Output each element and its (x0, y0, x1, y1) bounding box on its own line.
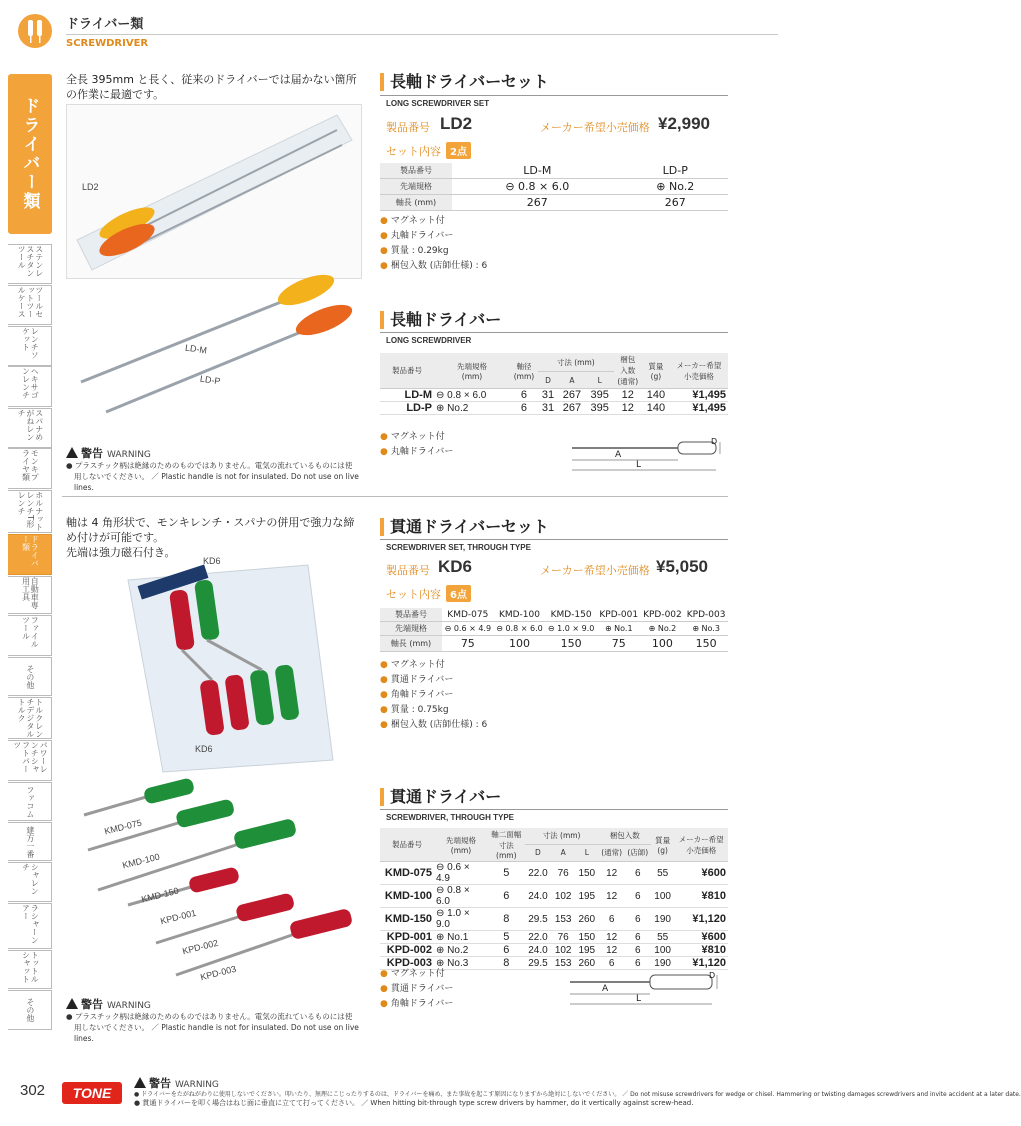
cell-mass: 190 (651, 957, 675, 970)
col-header-d: D (525, 844, 552, 861)
set-count-badge: 2点 (446, 142, 471, 159)
col-header-a: A (558, 372, 586, 389)
table-cell: ⊕ No.2 (623, 179, 728, 195)
sidebar-tab[interactable]: 自動車専用工具 (8, 576, 52, 614)
feature-text: マグネット付 (390, 216, 445, 226)
cell-mass: 55 (651, 862, 675, 885)
footer-warning-text (134, 1090, 1021, 1108)
dim-label-d: D (709, 971, 716, 980)
cell-price: ¥600 (674, 931, 728, 944)
through-drivers-photo (66, 775, 362, 985)
table-col-header: KMD-150 (545, 608, 597, 622)
cell-pb: 6 (625, 862, 651, 885)
feature-item: ● 梱包入数 (店師仕様) : 6 (380, 720, 488, 730)
table-col-header: LD-P (623, 163, 728, 179)
cell-pa: 12 (599, 862, 625, 885)
kd6-contents-table (380, 608, 728, 652)
cell-l: 395 (586, 389, 614, 402)
cell-mass: 100 (651, 885, 675, 908)
dim-label-a: A (615, 450, 622, 460)
product-number-kd6: KD6 (438, 557, 473, 576)
warning-icon (66, 447, 78, 458)
cell-a: 153 (551, 908, 575, 931)
feature-text: 丸軸ドライバー (390, 231, 454, 241)
sidebar-tab[interactable]: ドライバー類 (8, 534, 52, 575)
cell-code: KMD-075 (380, 862, 434, 885)
cell-pack: 12 (614, 389, 642, 402)
kd6-package-photo (118, 560, 338, 772)
feature-text: 丸軸ドライバー (390, 447, 454, 457)
sidebar-tab[interactable]: 建方一番 (8, 822, 52, 861)
table-row (380, 862, 728, 885)
footer-warning-line: ● 貫通ドライバーを叩く場合はねじ面に垂直に立てて打ってください。 ／ When hitting bit-through type screw drivers by hammer, do it vertically against screw-head. (134, 1099, 694, 1107)
cell-pa: 12 (599, 885, 625, 908)
table-cell: 267 (623, 195, 728, 211)
cell-tip: ⊕ No.2 (434, 944, 488, 957)
section-subtitle-through: SCREWDRIVER, THROUGH TYPE (386, 813, 515, 822)
table-row (380, 944, 728, 957)
table-cell: ⊕ No.2 (641, 622, 685, 636)
price-ld2: ¥2,990 (658, 114, 710, 133)
cell-a: 102 (551, 885, 575, 908)
cell-mass: 55 (651, 931, 675, 944)
cell-tip: ⊖ 0.8 × 6.0 (434, 389, 510, 402)
photo-label-kd6: KD6 (195, 744, 213, 754)
col-header-l: L (575, 844, 599, 861)
col-header-tip: 先端規格 (mm) (434, 828, 488, 862)
feature-item: ● 質量 : 0.75kg (380, 705, 449, 715)
sidebar-tab[interactable]: レンチソケット (8, 326, 52, 366)
col-header-pack-normal: (通常) (599, 844, 625, 861)
ld2-package-photo (66, 104, 362, 279)
table-cell: 75 (442, 636, 494, 652)
sidebar-tab[interactable]: スパナめがねレンチ (8, 408, 52, 448)
photo-label-kpd-002: KPD-002 (181, 937, 220, 957)
cell-tip: ⊕ No.1 (434, 931, 488, 944)
ld2-contents-table (380, 163, 728, 211)
sidebar-tab[interactable]: トットルシャット (8, 950, 52, 989)
cell-price: ¥810 (674, 944, 728, 957)
section-title-ld2: 長軸ドライバーセット (380, 73, 549, 91)
table-row (380, 402, 728, 415)
section-rule (380, 332, 728, 333)
cell-pb: 6 (625, 885, 651, 908)
cell-code: LD-M (380, 389, 434, 402)
cell-l: 260 (575, 957, 599, 970)
dim-label-a: A (602, 984, 609, 994)
dim-label-l: L (636, 460, 642, 470)
cell-shaft: 8 (488, 957, 525, 970)
intro-line: 軸は 4 角形状で、モンキレンチ・スパナの併用で強力な締 (66, 516, 355, 529)
feature-item: ● 角軸ドライバー (380, 999, 454, 1009)
col-header-dims: 寸法 (mm) (525, 828, 599, 844)
price-label: メーカー希望小売価格 (540, 564, 650, 577)
col-header-mass: 質量 (g) (642, 353, 670, 389)
through-dimension-diagram (564, 970, 724, 1012)
feature-text: 梱包入数 (店師仕様) : 6 (390, 261, 488, 271)
product-number-label: 製品番号 (386, 121, 430, 134)
cell-d: 24.0 (525, 885, 552, 908)
feature-item: ● 梱包入数 (店師仕様) : 6 (380, 261, 488, 271)
cell-a: 153 (551, 957, 575, 970)
cell-l: 195 (575, 885, 599, 908)
cell-pa: 6 (599, 908, 625, 931)
intro-line: め付けが可能です。 (66, 531, 165, 544)
col-header-price: メーカー希望 小売価格 (674, 828, 728, 862)
feature-item: ● マグネット付 (380, 660, 445, 670)
col-header-mass: 質量 (g) (651, 828, 675, 862)
feature-text: 梱包入数 (店師仕様) : 6 (390, 720, 488, 730)
page-category-title: ドライバー類 (66, 17, 144, 32)
cell-d: 22.0 (525, 862, 552, 885)
sec3-intro (66, 515, 376, 560)
feature-text: 質量 : 0.75kg (390, 705, 449, 715)
ld-drivers-photo (66, 262, 362, 422)
dim-label-l: L (636, 994, 642, 1004)
table-row (380, 931, 728, 944)
footer-warning-line: ● ドライバーをたがねがわりに使用しないでください。叩いたり、無理にこじったりするのは、ドライバーを痛め、また事故を起こす原因になりますから絶対にしないでください。 ／ Do not misuse screwdrivers for wedge or chisel. Hammering or twisting damages screwdrivers and invite accident at a later date. (134, 1091, 1021, 1098)
col-header-a: A (551, 844, 575, 861)
cell-shaft: 6 (488, 885, 525, 908)
cell-shaft: 6 (510, 402, 538, 415)
col-header-l: L (586, 372, 614, 389)
cell-mass: 190 (651, 908, 675, 931)
through-spec-table (380, 828, 728, 970)
sidebar-tab[interactable]: ファコム (8, 782, 52, 821)
feature-text: 角軸ドライバー (390, 999, 454, 1009)
section-subtitle-ld2: LONG SCREWDRIVER SET (386, 99, 490, 108)
photo-label-ld-p: LD-P (199, 373, 222, 387)
feature-text: マグネット付 (390, 432, 445, 442)
table-row (380, 389, 728, 402)
price-kd6: ¥5,050 (656, 557, 708, 576)
cell-shaft: 5 (488, 862, 525, 885)
cell-price: ¥1,120 (674, 908, 728, 931)
section-title-through: 貫通ドライバー (380, 788, 501, 806)
cell-price: ¥1,120 (674, 957, 728, 970)
cell-pa: 12 (599, 944, 625, 957)
feature-item: ● マグネット付 (380, 969, 445, 979)
cell-mass: 100 (651, 944, 675, 957)
table-row-header: 先端規格 (380, 179, 452, 195)
section-title-kd6: 貫通ドライバーセット (380, 518, 549, 536)
section-divider (62, 496, 728, 497)
section-subtitle-ld: LONG SCREWDRIVER (386, 336, 472, 345)
intro-line: 全長 395mm と長く、従来のドライバーでは届かない箇所 (66, 73, 357, 86)
cell-shaft: 6 (488, 944, 525, 957)
cell-pb: 6 (625, 944, 651, 957)
cell-code: LD-P (380, 402, 434, 415)
cell-pb: 6 (625, 957, 651, 970)
col-header-pack-shop: (店師) (625, 844, 651, 861)
photo-label-kd6-top: KD6 (203, 556, 221, 566)
ld-feature-list (380, 430, 453, 460)
table-row (380, 885, 728, 908)
col-header-shaft: 軸径 (mm) (510, 353, 538, 389)
table-row-header: 軸長 (mm) (380, 636, 442, 652)
screwdriver-category-icon (18, 14, 52, 48)
cell-mass: 140 (642, 402, 670, 415)
cell-d: 29.5 (525, 957, 552, 970)
product-number-label: 製品番号 (386, 564, 430, 577)
feature-item: ● 貫通ドライバー (380, 984, 454, 994)
ld-dimension-diagram (566, 436, 726, 476)
section-title-ld: 長軸ドライバー (380, 311, 501, 329)
photo-label-kmd-075: KMD-075 (103, 817, 143, 837)
sidebar-tab[interactable]: ツールセットツールケース (8, 285, 52, 325)
feature-item: ● 丸軸ドライバー (380, 231, 454, 241)
sec1-intro (66, 72, 376, 102)
table-header: 製品番号 (380, 608, 442, 622)
kd6-feature-list (380, 658, 487, 733)
sidebar-tab[interactable]: シャレンチ (8, 862, 52, 902)
cell-a: 76 (551, 931, 575, 944)
feature-item: ● マグネット付 (380, 432, 445, 442)
table-col-header: KMD-100 (494, 608, 546, 622)
col-header-tip: 先端規格 (mm) (434, 353, 510, 389)
through-feature-list (380, 967, 453, 1012)
feature-item: ● 質量 : 0.29kg (380, 246, 449, 256)
cell-shaft: 5 (488, 931, 525, 944)
ld-spec-table (380, 353, 728, 415)
feature-text: 角軸ドライバー (390, 690, 454, 700)
footer-warning-heading: 警告 WARNING (134, 1075, 219, 1091)
sidebar-tab[interactable]: トルクレンチデジタルトルク (8, 697, 52, 739)
cell-tip: ⊖ 0.8 × 6.0 (434, 885, 488, 908)
cell-tip: ⊕ No.3 (434, 957, 488, 970)
table-col-header: KMD-075 (442, 608, 494, 622)
table-cell: 100 (494, 636, 546, 652)
set-contents-label: セット内容 (386, 588, 441, 601)
table-cell: 150 (684, 636, 728, 652)
cell-tip: ⊖ 1.0 × 9.0 (434, 908, 488, 931)
cell-price: ¥1,495 (670, 402, 728, 415)
photo-label-kmd-150: KMD-150 (140, 885, 180, 905)
table-cell: ⊖ 0.6 × 4.9 (442, 622, 494, 636)
cell-shaft: 6 (510, 389, 538, 402)
sidebar-tab[interactable]: ステンレスチタンツール (8, 244, 52, 284)
cell-code: KMD-150 (380, 908, 434, 931)
table-row-header: 軸長 (mm) (380, 195, 452, 211)
sidebar-tab[interactable]: その他 (8, 990, 52, 1030)
cell-code: KPD-001 (380, 931, 434, 944)
feature-item: ● 角軸ドライバー (380, 690, 454, 700)
col-header-d: D (538, 372, 558, 389)
table-cell: 75 (597, 636, 641, 652)
cell-pa: 12 (599, 931, 625, 944)
cell-pack: 12 (614, 402, 642, 415)
col-header-price: メーカー希望 小売価格 (670, 353, 728, 389)
warning-heading: 警告 WARNING (66, 445, 151, 461)
sidebar-tab[interactable]: ホルナットレンチT形レンチ (8, 490, 52, 533)
cell-code: KPD-002 (380, 944, 434, 957)
col-header-pack: 梱包入数 (599, 828, 651, 844)
cell-tip: ⊖ 0.6 × 4.9 (434, 862, 488, 885)
feature-text: 貫通ドライバー (390, 675, 454, 685)
sidebar-tab[interactable]: ヘキサゴンレンチ (8, 366, 52, 407)
cell-l: 195 (575, 944, 599, 957)
cell-d: 31 (538, 402, 558, 415)
table-cell: ⊖ 0.8 × 6.0 (452, 179, 623, 195)
feature-item: ● マグネット付 (380, 216, 445, 226)
intro-line: 先端は強力磁石付き。 (66, 546, 176, 559)
table-cell: ⊕ No.1 (597, 622, 641, 636)
table-cell: ⊕ No.3 (684, 622, 728, 636)
product-number-ld2: LD2 (440, 114, 473, 133)
cell-a: 267 (558, 402, 586, 415)
cell-pb: 6 (625, 931, 651, 944)
cell-l: 150 (575, 862, 599, 885)
warning-icon (66, 998, 78, 1009)
sidebar-current-category: ドライバー類 (8, 74, 52, 234)
page-number: 302 (20, 1082, 46, 1099)
photo-label-kmd-100: KMD-100 (121, 851, 161, 871)
sidebar-tab[interactable]: ラシャーンアー (8, 903, 52, 949)
photo-label-kpd-001: KPD-001 (159, 907, 198, 927)
table-cell: 267 (452, 195, 623, 211)
col-header-pack: 梱包 入数 (通常) (614, 353, 642, 389)
cell-price: ¥600 (674, 862, 728, 885)
cell-d: 24.0 (525, 944, 552, 957)
cell-l: 395 (586, 402, 614, 415)
col-header-dims: 寸法 (mm) (538, 353, 614, 372)
table-col-header: LD-M (452, 163, 623, 179)
feature-item: ● 貫通ドライバー (380, 675, 454, 685)
table-col-header: KPD-003 (684, 608, 728, 622)
cell-l: 150 (575, 931, 599, 944)
table-cell: 150 (545, 636, 597, 652)
section-rule (380, 95, 728, 96)
cell-pa: 6 (599, 957, 625, 970)
table-cell: ⊖ 1.0 × 9.0 (545, 622, 597, 636)
cell-price: ¥1,495 (670, 389, 728, 402)
through-table-body (380, 862, 728, 970)
feature-text: 質量 : 0.29kg (390, 246, 449, 256)
cell-d: 31 (538, 389, 558, 402)
price-label: メーカー希望小売価格 (540, 121, 650, 134)
warning-text: ● プラスチック柄は絶縁のためのものではありません。電気の流れているものには使 用しないでください。 ／ Plastic handle is not for insulated. Do not use on live lines. (66, 461, 359, 492)
cell-d: 29.5 (525, 908, 552, 931)
cell-shaft: 8 (488, 908, 525, 931)
feature-text: マグネット付 (390, 969, 445, 979)
col-header-product-number: 製品番号 (380, 828, 434, 862)
cell-pb: 6 (625, 908, 651, 931)
sidebar-tab[interactable]: パワーレンチシャフトパーツ (8, 740, 52, 781)
ld2-feature-list (380, 214, 487, 274)
table-header: 製品番号 (380, 163, 452, 179)
cell-l: 260 (575, 908, 599, 931)
sidebar-tab[interactable]: ファイルツール (8, 615, 52, 656)
header-divider (66, 34, 778, 35)
photo-label-kpd-003: KPD-003 (199, 963, 238, 983)
feature-text: 貫通ドライバー (390, 984, 454, 994)
table-row (380, 908, 728, 931)
intro-line: の作業に最適です。 (66, 88, 165, 101)
cell-code: KPD-003 (380, 957, 434, 970)
cell-tip: ⊕ No.2 (434, 402, 510, 415)
col-header-product-number: 製品番号 (380, 353, 434, 389)
col-header-shaft: 軸二面幅 寸法 (mm) (488, 828, 525, 862)
feature-text: マグネット付 (390, 660, 445, 670)
table-col-header: KPD-002 (641, 608, 685, 622)
table-col-header: KPD-001 (597, 608, 641, 622)
set-contents-label: セット内容 (386, 145, 441, 158)
brand-logo: TONE (62, 1082, 122, 1104)
cell-mass: 140 (642, 389, 670, 402)
section-rule (380, 809, 728, 810)
section-subtitle-kd6: SCREWDRIVER SET, THROUGH TYPE (386, 543, 531, 552)
photo-label-ld2: LD2 (82, 182, 99, 192)
cell-code: KMD-100 (380, 885, 434, 908)
feature-item: ● 丸軸ドライバー (380, 447, 454, 457)
cell-a: 102 (551, 944, 575, 957)
photo-label-ld-m: LD-M (184, 342, 208, 356)
page-category-subtitle: SCREWDRIVER (66, 38, 149, 49)
warning-heading: 警告 WARNING (66, 996, 151, 1012)
warning-text: ● プラスチック柄は絶縁のためのものではありません。電気の流れているものには使 用しないでください。 ／ Plastic handle is not for insulated. Do not use on live lines. (66, 1012, 359, 1043)
cell-price: ¥810 (674, 885, 728, 908)
dim-label-d: D (711, 437, 718, 446)
cell-a: 76 (551, 862, 575, 885)
cell-d: 22.0 (525, 931, 552, 944)
warning-icon (134, 1077, 146, 1088)
table-cell: ⊖ 0.8 × 6.0 (494, 622, 546, 636)
sidebar-tab[interactable]: その他 (8, 657, 52, 696)
cell-a: 267 (558, 389, 586, 402)
section-rule (380, 539, 728, 540)
table-cell: 100 (641, 636, 685, 652)
set-count-badge: 6点 (446, 585, 471, 602)
sidebar-tab[interactable]: モンキプライヤ類 (8, 448, 52, 489)
table-row-header: 先端規格 (380, 622, 442, 636)
